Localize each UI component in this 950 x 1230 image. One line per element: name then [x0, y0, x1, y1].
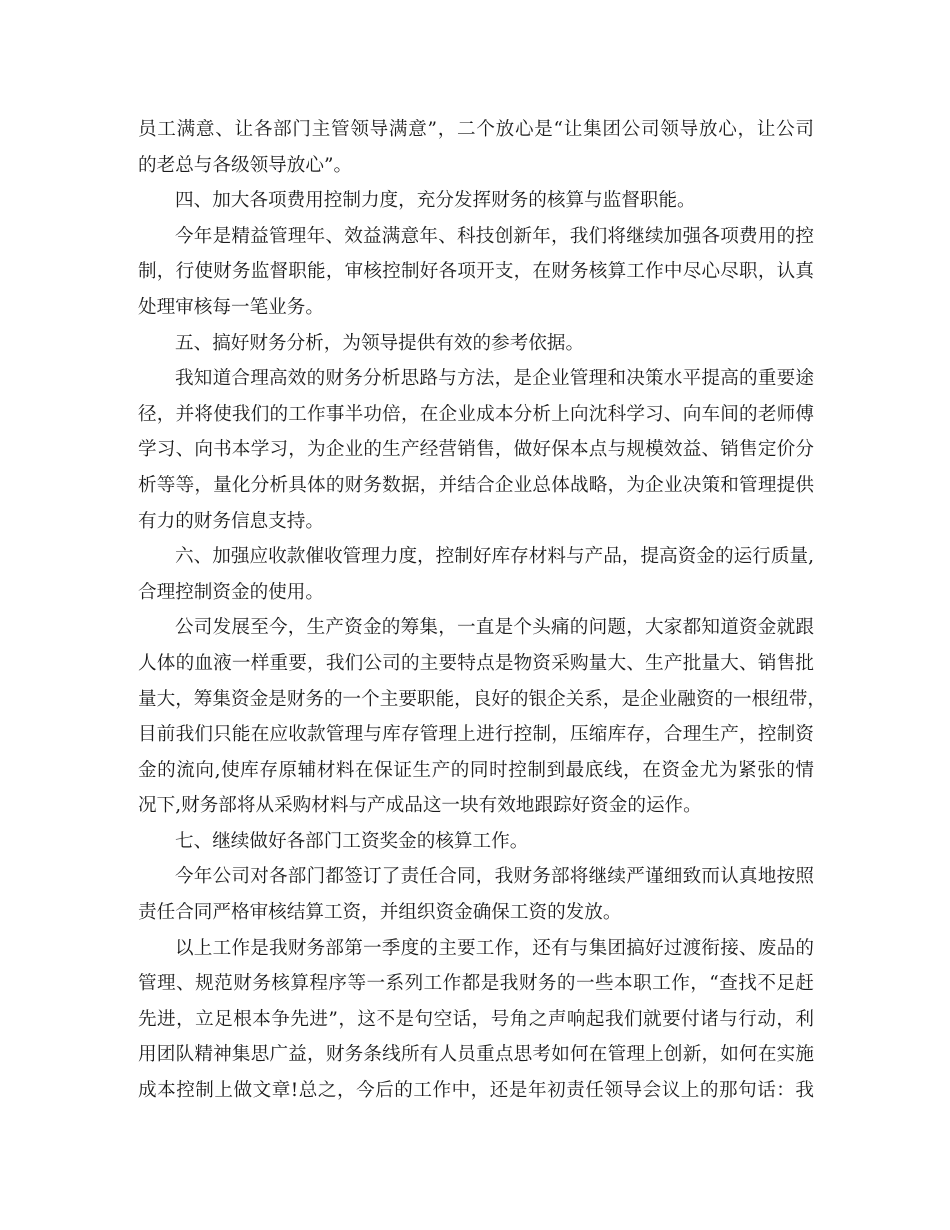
- text-line: 析等等，量化分析具体的财务数据，并结合企业总体战略，为企业决策和管理提供: [138, 474, 814, 496]
- text-line: 七、继续做好各部门工资奖金的核算工作。: [175, 830, 529, 852]
- text-line: 责任合同严格审核结算工资，并组织资金确保工资的发放。: [138, 902, 622, 924]
- text-line: 量大，筹集资金是财务的一个主要职能，良好的银企关系，是企业融资的一根纽带，: [138, 688, 826, 710]
- text-line: 有力的财务信息支持。: [138, 510, 324, 532]
- document-body: [138, 112, 826, 1109]
- text-line: 我知道合理高效的财务分析思路与方法，是企业管理和决策水平提高的重要途: [175, 368, 814, 390]
- text-line: 况下,财务部将从采购材料与产成品这一块有效地跟踪好资金的运作。: [138, 795, 702, 817]
- text-line: 制，行使财务监督职能，审核控制好各项开支，在财务核算工作中尽心尽职，认真: [138, 261, 814, 283]
- text-line: 员工满意、让各部门主管领导满意”，二个放心是“让集团公司领导放心，让公司: [138, 119, 814, 140]
- text-line: 以上工作是我财务部第一季度的主要工作，还有与集团搞好过渡衔接、废品的: [175, 937, 814, 959]
- text-line: 径，并将使我们的工作事半功倍，在企业成本分析上向沈科学习、向车间的老师傅: [138, 403, 814, 425]
- text-line: 今年公司对各部门都签订了责任合同，我财务部将继续严谨细致而认真地按照: [175, 866, 814, 888]
- text-line: 用团队精神集思广益，财务条线所有人员重点思考如何在管理上创新，如何在实施: [138, 1044, 814, 1066]
- text-line: 成本控制上做文章!总之，今后的工作中，还是年初责任领导会议上的那句话：我: [138, 1080, 814, 1102]
- text-line: 金的流向,使库存原辅材料在保证生产的同时控制到最底线，在资金尤为紧张的情: [138, 759, 814, 781]
- text-line: 五、搞好财务分析，为领导提供有效的参考依据。: [175, 332, 585, 354]
- text-line: 人体的血液一样重要，我们公司的主要特点是物资采购量大、生产批量大、销售批: [138, 652, 814, 674]
- text-line: 的老总与各级领导放心”。: [138, 154, 353, 176]
- text-line: 管理、规范财务核算程序等一系列工作都是我财务的一些本职工作，“查找不足赶: [138, 973, 814, 995]
- text-line: 目前我们只能在应收款管理与库存管理上进行控制，压缩库存，合理生产，控制资: [138, 724, 814, 746]
- text-line: 学习、向书本学习，为企业的生产经营销售，做好保本点与规模效益、销售定价分: [138, 439, 814, 461]
- text-line: 四、加大各项费用控制力度，充分发挥财务的核算与监督职能。: [175, 190, 696, 212]
- text-line: 合理控制资金的使用。: [138, 581, 324, 603]
- text-line: 今年是精益管理年、效益满意年、科技创新年，我们将继续加强各项费用的控: [175, 225, 814, 247]
- text-line: 公司发展至今，生产资金的筹集，一直是个头痛的问题，大家都知道资金就跟: [175, 617, 814, 639]
- text-line: 处理审核每一笔业务。: [138, 296, 324, 318]
- text-line: 六、加强应收款催收管理力度，控制好库存材料与产品，提高资金的运行质量,: [175, 546, 814, 568]
- text-line: 先进，立足根本争先进”，这不是句空话，号角之声响起我们就要付诸与行动，利: [138, 1008, 814, 1030]
